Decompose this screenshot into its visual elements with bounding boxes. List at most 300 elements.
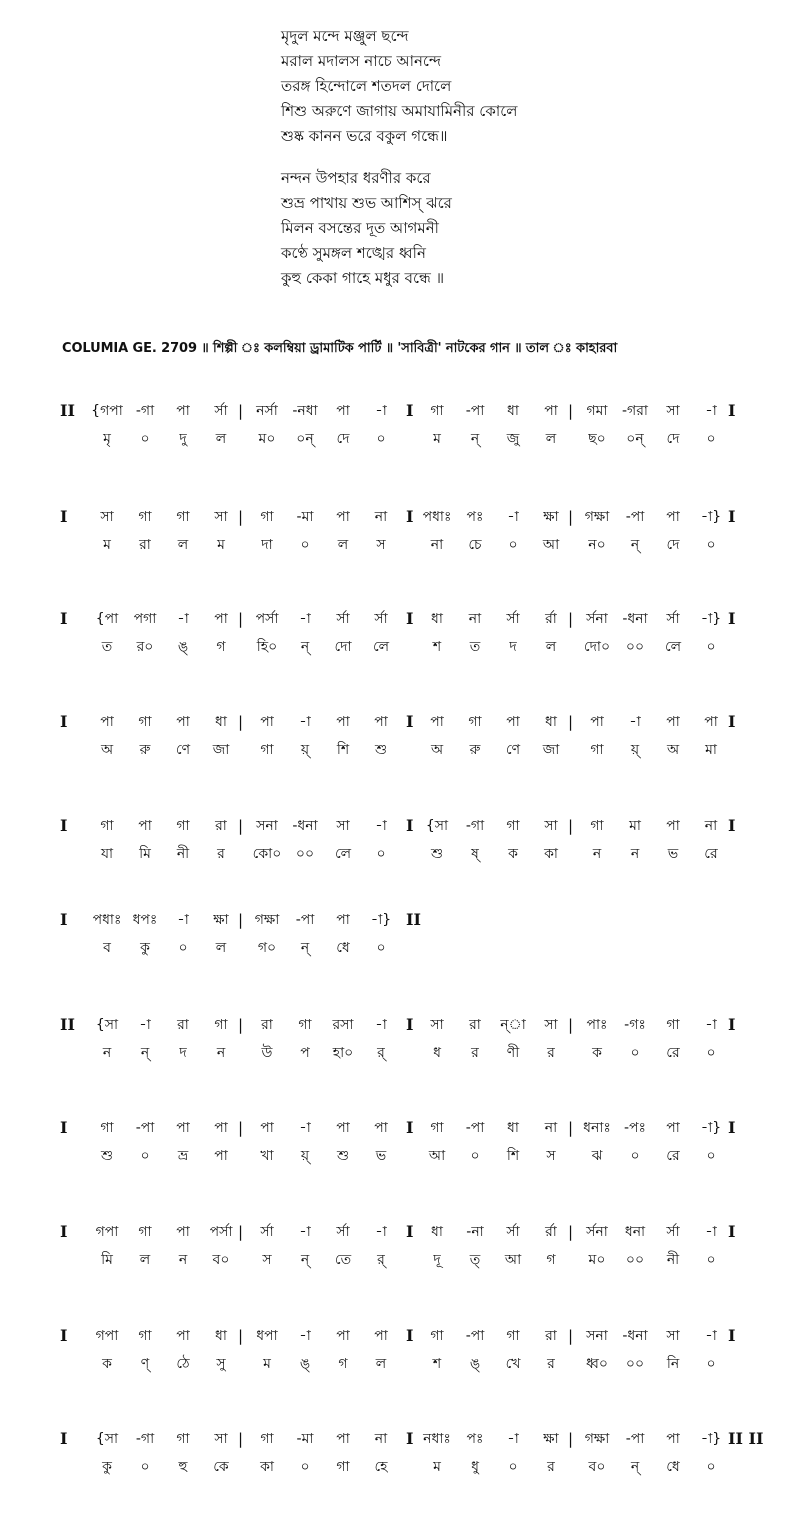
lyric-syllable: আ bbox=[428, 1148, 446, 1164]
lyric-syllable: ঙ্ bbox=[469, 1356, 481, 1372]
lyric-syllable: কো০ bbox=[252, 846, 282, 862]
notation-system bbox=[60, 1218, 780, 1278]
vibhag-barline: I bbox=[406, 1118, 414, 1137]
vibhag-barline: | bbox=[238, 817, 244, 835]
swara-note: সা bbox=[544, 1017, 558, 1033]
swara-row bbox=[60, 1322, 780, 1350]
lyric-syllable: ০ bbox=[376, 940, 386, 956]
lyric-syllable: রে bbox=[666, 1045, 680, 1061]
swara-note: সা bbox=[666, 1328, 680, 1344]
close-barline: I bbox=[728, 1118, 736, 1137]
lyric-syllable: দ bbox=[179, 1045, 187, 1061]
swara-note: পা bbox=[506, 714, 520, 730]
lyric-syllable: ০ bbox=[300, 537, 310, 553]
swara-note: পা bbox=[100, 714, 114, 730]
swara-note: গা bbox=[468, 714, 482, 730]
swara-note: নধাঃ bbox=[423, 1431, 451, 1447]
lyric-syllable: ভ bbox=[667, 846, 679, 862]
swara-note: পঃ bbox=[466, 1431, 484, 1447]
swara-note: র্সা bbox=[506, 611, 520, 627]
open-barline: I bbox=[60, 910, 68, 929]
swara-note: -া} bbox=[700, 611, 722, 627]
lyric-syllable: গা bbox=[590, 742, 604, 758]
swara-note: -া bbox=[507, 1431, 519, 1447]
swara-note: গা bbox=[138, 1224, 152, 1240]
close-barline: II II bbox=[728, 1429, 764, 1448]
lyric-syllable: নি bbox=[666, 1356, 680, 1372]
swara-note: -পা bbox=[625, 509, 645, 525]
vibhag-barline: | bbox=[568, 817, 574, 835]
lyric-syllable: কু bbox=[140, 940, 150, 956]
lyric-syllable: স bbox=[262, 1252, 272, 1268]
swara-note: ন্া bbox=[500, 1017, 526, 1033]
swara-note: ধা bbox=[507, 403, 519, 419]
vibhag-barline: | bbox=[238, 1327, 244, 1345]
lyric-syllable: জা bbox=[542, 742, 560, 758]
swara-note: পা bbox=[336, 1328, 350, 1344]
lyric-syllable: র bbox=[547, 1356, 555, 1372]
lyric-syllable: দ bbox=[509, 639, 517, 655]
lyric-syllable: র bbox=[547, 1045, 555, 1061]
lyric-syllable-row bbox=[60, 1039, 780, 1067]
lyric-syllable: নী bbox=[666, 1252, 680, 1268]
swara-note: -া bbox=[705, 403, 717, 419]
swara-note: পা bbox=[374, 1120, 388, 1136]
vibhag-barline: | bbox=[238, 1430, 244, 1448]
swara-row bbox=[60, 906, 780, 934]
swara-note: -া bbox=[375, 818, 387, 834]
swara-note: পাঃ bbox=[586, 1017, 608, 1033]
lyric-syllable: খে bbox=[505, 1356, 521, 1372]
vibhag-barline: I bbox=[406, 816, 414, 835]
vibhag-barline: | bbox=[568, 713, 574, 731]
swara-note: পা bbox=[176, 1224, 190, 1240]
swara-note: র্রা bbox=[545, 611, 557, 627]
lyric-syllable: শ bbox=[432, 1356, 442, 1372]
swara-row bbox=[60, 1011, 780, 1039]
swara-note: গক্ষা bbox=[254, 912, 280, 928]
swara-note: পা bbox=[336, 403, 350, 419]
swara-note: -মা bbox=[296, 509, 314, 525]
close-barline: I bbox=[728, 816, 736, 835]
swara-note: পা bbox=[544, 403, 558, 419]
close-barline: I bbox=[728, 609, 736, 628]
swara-note: পধাঃ bbox=[422, 509, 452, 525]
lyric-syllable: ঠে bbox=[176, 1356, 190, 1372]
lyric-syllable: ০ bbox=[706, 1459, 716, 1475]
swara-note: পা bbox=[176, 1328, 190, 1344]
lyric-syllable-row bbox=[60, 425, 780, 453]
vibhag-barline: | bbox=[238, 1223, 244, 1241]
lyric-syllable: ০ bbox=[376, 846, 386, 862]
lyric-syllable: শি bbox=[336, 742, 350, 758]
lyric-syllable: পা bbox=[214, 1148, 228, 1164]
swara-note: -া bbox=[705, 1224, 717, 1240]
swara-note: -া bbox=[299, 1120, 311, 1136]
swara-row bbox=[60, 605, 780, 633]
lyric-syllable: প bbox=[300, 1045, 310, 1061]
swara-note: র্সা bbox=[374, 611, 388, 627]
swara-note: গা bbox=[666, 1017, 680, 1033]
lyric-syllable: ল bbox=[337, 537, 349, 553]
swara-note: সা bbox=[430, 1017, 444, 1033]
lyric-syllable: রু bbox=[469, 742, 481, 758]
lyric-syllable: হি০ bbox=[256, 639, 278, 655]
lyric-line: শুষ্ক কানন ভরে বকুল গন্ধে॥ bbox=[281, 127, 448, 145]
lyric-syllable: হু bbox=[178, 1459, 188, 1475]
lyric-syllable: ০ bbox=[630, 1045, 640, 1061]
lyric-syllable: শু bbox=[374, 742, 388, 758]
swara-note: না bbox=[704, 818, 718, 834]
lyric-syllable: ০০ bbox=[625, 1356, 645, 1372]
lyric-syllable: ন bbox=[216, 1045, 226, 1061]
swara-note: পা bbox=[176, 1120, 190, 1136]
lyric-syllable: ভ্র bbox=[177, 1148, 189, 1164]
lyric-syllable: রা bbox=[139, 537, 151, 553]
lyric-line: কুহু কেকা গাহে মধুর বন্ধে ॥ bbox=[281, 269, 445, 287]
lyric-syllable: ন bbox=[178, 1252, 188, 1268]
vibhag-barline: | bbox=[568, 1327, 574, 1345]
lyric-syllable: কু bbox=[102, 1459, 112, 1475]
open-barline: I bbox=[60, 1429, 68, 1448]
swara-note: পা bbox=[666, 818, 680, 834]
vibhag-barline: | bbox=[568, 402, 574, 420]
swara-note: -পঃ bbox=[623, 1120, 647, 1136]
swara-note: পা bbox=[176, 403, 190, 419]
vibhag-barline: I bbox=[406, 712, 414, 731]
swara-note: পা bbox=[176, 714, 190, 730]
lyric-syllable: ঙ্ bbox=[299, 1356, 311, 1372]
open-barline: I bbox=[60, 1222, 68, 1241]
swara-note: সা bbox=[214, 509, 228, 525]
lyric-syllable: শু bbox=[100, 1148, 114, 1164]
swara-note: গা bbox=[260, 1431, 274, 1447]
lyric-syllable: গা bbox=[336, 1459, 350, 1475]
lyric-syllable: ০ bbox=[706, 1252, 716, 1268]
swara-note: গপা bbox=[95, 1224, 119, 1240]
open-barline: I bbox=[60, 507, 68, 526]
swara-note: রসা bbox=[332, 1017, 354, 1033]
lyric-syllable: ন্ bbox=[140, 1045, 150, 1061]
lyric-syllable-row bbox=[60, 934, 780, 962]
swara-note: -া bbox=[299, 1224, 311, 1240]
lyric-syllable: দে bbox=[666, 431, 680, 447]
lyric-syllable: ন০ bbox=[588, 537, 606, 553]
lyric-syllable: ন্ bbox=[300, 1252, 310, 1268]
swara-note: র্সা bbox=[336, 1224, 350, 1240]
close-barline: I bbox=[728, 1222, 736, 1241]
lyric-syllable: ০ bbox=[706, 431, 716, 447]
vibhag-barline: I bbox=[406, 1326, 414, 1345]
swara-note: গপা bbox=[95, 1328, 119, 1344]
swara-note: সা bbox=[666, 403, 680, 419]
lyric-syllable: ০০ bbox=[625, 639, 645, 655]
swara-note: ধা bbox=[215, 714, 227, 730]
lyric-syllable-row bbox=[60, 840, 780, 868]
swara-row bbox=[60, 1218, 780, 1246]
lyric-syllable-row bbox=[60, 1246, 780, 1274]
swara-note: -পা bbox=[465, 1328, 485, 1344]
lyric-line: কণ্ঠে সুমঙ্গল শঙ্খের ধ্বনি bbox=[281, 244, 426, 262]
close-barline: I bbox=[728, 507, 736, 526]
lyric-syllable: ণ্ bbox=[140, 1356, 150, 1372]
lyric-syllable: ন্ bbox=[630, 1459, 640, 1475]
lyric-syllable: ল bbox=[545, 639, 557, 655]
swara-note: র্সনা bbox=[586, 1224, 608, 1240]
lyric-syllable: চে bbox=[468, 537, 482, 553]
notation-system bbox=[60, 605, 780, 665]
lyric-syllable-row bbox=[60, 736, 780, 764]
lyric-syllable: দু bbox=[179, 431, 187, 447]
swara-note: পা bbox=[666, 1120, 680, 1136]
lyric-syllable: না bbox=[430, 537, 444, 553]
lyric-line: শুভ্র পাখায় শুভ আশিস্ ঝরে bbox=[281, 194, 452, 212]
lyric-syllable: ০ bbox=[706, 639, 716, 655]
lyric-syllable: গ bbox=[216, 639, 226, 655]
lyric-syllable: দে bbox=[666, 537, 680, 553]
lyric-syllable: স bbox=[546, 1148, 556, 1164]
swara-note: পা bbox=[590, 714, 604, 730]
notation-system bbox=[60, 1114, 780, 1174]
lyric-syllable: অ bbox=[666, 742, 680, 758]
lyric-syllable: গ০ bbox=[257, 940, 277, 956]
lyric-syllable: খা bbox=[260, 1148, 274, 1164]
swara-note: -া bbox=[177, 912, 189, 928]
swara-note: র্সা bbox=[506, 1224, 520, 1240]
swara-note: -া bbox=[705, 1017, 717, 1033]
lyric-syllable: ণে bbox=[175, 742, 191, 758]
swara-note: -পা bbox=[625, 1431, 645, 1447]
lyric-syllable: গ bbox=[338, 1356, 348, 1372]
swara-row bbox=[60, 503, 780, 531]
lyric-syllable: ষ্ bbox=[471, 846, 479, 862]
swara-note: -া bbox=[299, 611, 311, 627]
swara-note: গা bbox=[506, 1328, 520, 1344]
swara-note: -া} bbox=[700, 1431, 722, 1447]
swara-note: পর্সা bbox=[255, 611, 279, 627]
open-barline: II bbox=[60, 401, 75, 420]
notation-system bbox=[60, 1011, 780, 1071]
swara-row bbox=[60, 1114, 780, 1142]
swara-note: ধনাঃ bbox=[583, 1120, 611, 1136]
lyric-syllable: লে bbox=[664, 639, 682, 655]
swara-note: -পা bbox=[135, 1120, 155, 1136]
lyric-syllable: ০ bbox=[706, 537, 716, 553]
swara-note: গা bbox=[590, 818, 604, 834]
lyric-syllable: শি bbox=[506, 1148, 520, 1164]
swara-note: না bbox=[374, 1431, 388, 1447]
vibhag-barline: I bbox=[406, 401, 414, 420]
swara-note: -া} bbox=[700, 509, 722, 525]
lyric-syllable: ব০ bbox=[588, 1459, 606, 1475]
swara-note: পধাঃ bbox=[92, 912, 122, 928]
lyric-syllable: ০০ bbox=[625, 1252, 645, 1268]
swara-note: র্সা bbox=[336, 611, 350, 627]
notation-system bbox=[60, 906, 780, 966]
lyric-syllable: ০ bbox=[300, 1459, 310, 1475]
swara-note: গক্ষা bbox=[584, 509, 610, 525]
swara-note: গা bbox=[176, 818, 190, 834]
swara-note: পা bbox=[374, 1328, 388, 1344]
swara-note: ধা bbox=[215, 1328, 227, 1344]
lyric-syllable: ল bbox=[215, 940, 227, 956]
swara-note: -ধনা bbox=[622, 611, 648, 627]
lyric-syllable: ণী bbox=[506, 1045, 520, 1061]
swara-note: -না bbox=[466, 1224, 484, 1240]
lyric-syllable: ভ bbox=[375, 1148, 387, 1164]
swara-note: র্সা bbox=[260, 1224, 274, 1240]
lyric-syllable: ন্ bbox=[630, 537, 640, 553]
vibhag-barline: | bbox=[238, 1119, 244, 1137]
swara-note: না bbox=[544, 1120, 558, 1136]
lyric-syllable: ন bbox=[102, 1045, 112, 1061]
swara-note: নর্সা bbox=[256, 403, 278, 419]
swara-note: সা bbox=[544, 818, 558, 834]
lyric-syllable: ক bbox=[508, 846, 518, 862]
lyric-syllable: র০ bbox=[136, 639, 154, 655]
swara-note: -া bbox=[177, 611, 189, 627]
swara-note: র্সা bbox=[666, 611, 680, 627]
vibhag-barline: I bbox=[406, 1429, 414, 1448]
lyric-syllable: ম bbox=[103, 537, 111, 553]
swara-note: পা bbox=[666, 714, 680, 730]
swara-note: -মা bbox=[296, 1431, 314, 1447]
lyric-syllable: ধে bbox=[666, 1459, 680, 1475]
swara-note: -গা bbox=[135, 1431, 155, 1447]
lyric-syllable: শ bbox=[432, 639, 442, 655]
swara-note: -া bbox=[375, 1224, 387, 1240]
swara-note: পা bbox=[336, 912, 350, 928]
lyric-syllable: ০ bbox=[140, 1459, 150, 1475]
lyric-line: শিশু অরুণে জাগায় অমাযামিনীর কোলে bbox=[281, 102, 518, 120]
swara-note: -গা bbox=[465, 818, 485, 834]
swara-note: সনা bbox=[256, 818, 278, 834]
swara-note: ক্ষা bbox=[543, 509, 559, 525]
open-barline: I bbox=[60, 1118, 68, 1137]
swara-note: গা bbox=[138, 714, 152, 730]
swara-note: ধা bbox=[431, 1224, 443, 1240]
lyric-syllable: ০ bbox=[140, 431, 150, 447]
close-barline: II bbox=[406, 910, 421, 929]
swara-note: গা bbox=[138, 1328, 152, 1344]
notation-system bbox=[60, 708, 780, 768]
vibhag-barline: | bbox=[568, 1223, 574, 1241]
lyric-syllable: স bbox=[376, 537, 386, 553]
lyric-syllable: দো০ bbox=[583, 639, 611, 655]
lyric-syllable: যা bbox=[100, 846, 114, 862]
swara-note: {সা bbox=[425, 818, 449, 834]
lyric-syllable: রে bbox=[666, 1148, 680, 1164]
swara-note: না bbox=[374, 509, 388, 525]
swara-note: -া bbox=[375, 403, 387, 419]
lyric-syllable: র্ bbox=[377, 1252, 385, 1268]
swara-note: {সা bbox=[95, 1017, 119, 1033]
lyric-syllable: ল bbox=[177, 537, 189, 553]
vibhag-barline: I bbox=[406, 1015, 414, 1034]
swara-note: গা bbox=[138, 509, 152, 525]
open-barline: I bbox=[60, 1326, 68, 1345]
notation-system bbox=[60, 1322, 780, 1382]
close-barline: I bbox=[728, 401, 736, 420]
swara-row bbox=[60, 812, 780, 840]
lyric-syllable: ন bbox=[630, 846, 640, 862]
swara-row bbox=[60, 708, 780, 736]
lyric-syllable: ত bbox=[469, 639, 481, 655]
lyric-syllable: অ bbox=[100, 742, 114, 758]
swara-note: রা bbox=[215, 818, 227, 834]
lyric-syllable: শু bbox=[336, 1148, 350, 1164]
lyric-syllable: ত্ bbox=[469, 1252, 481, 1268]
lyric-syllable: ঙ্ bbox=[177, 639, 189, 655]
lyric-syllable-row bbox=[60, 633, 780, 661]
swara-note: গমা bbox=[586, 403, 608, 419]
lyric-syllable: ০ন্ bbox=[626, 431, 644, 447]
lyric-syllable: ০ bbox=[630, 1148, 640, 1164]
lyric-syllable: দো bbox=[334, 639, 352, 655]
swara-note: পা bbox=[214, 1120, 228, 1136]
lyric-syllable: ০ bbox=[706, 1045, 716, 1061]
swara-note: সনা bbox=[586, 1328, 608, 1344]
lyric-syllable: গা bbox=[260, 742, 274, 758]
lyric-syllable: র্ bbox=[377, 1045, 385, 1061]
close-barline: I bbox=[728, 1015, 736, 1034]
vibhag-barline: | bbox=[238, 402, 244, 420]
swara-note: পঃ bbox=[466, 509, 484, 525]
vibhag-barline: I bbox=[406, 507, 414, 526]
swara-row bbox=[60, 397, 780, 425]
swara-note: পর্সা bbox=[209, 1224, 233, 1240]
swara-note: গা bbox=[176, 509, 190, 525]
lyric-syllable: ০ bbox=[508, 537, 518, 553]
vibhag-barline: | bbox=[568, 1119, 574, 1137]
lyric-syllable: ব০ bbox=[212, 1252, 230, 1268]
lyric-syllable: জা bbox=[212, 742, 230, 758]
swara-note: -া bbox=[705, 1328, 717, 1344]
swara-note: পা bbox=[336, 509, 350, 525]
lyric-syllable-row bbox=[60, 1142, 780, 1170]
vibhag-barline: | bbox=[238, 508, 244, 526]
swara-note: -ধনা bbox=[292, 818, 318, 834]
vibhag-barline: | bbox=[568, 1016, 574, 1034]
lyric-syllable: র bbox=[547, 1459, 555, 1475]
lyric-syllable: ০০ bbox=[295, 846, 315, 862]
lyric-syllable: কে bbox=[213, 1459, 229, 1475]
swara-note: না bbox=[468, 611, 482, 627]
lyric-syllable: ধ bbox=[433, 1045, 441, 1061]
swara-note: -া bbox=[629, 714, 641, 730]
lyric-syllable: ০ bbox=[178, 940, 188, 956]
swara-note: পা bbox=[336, 1120, 350, 1136]
lyric-syllable: সু bbox=[216, 1356, 226, 1372]
swara-note: ধনা bbox=[624, 1224, 646, 1240]
vibhag-barline: I bbox=[406, 609, 414, 628]
swara-note: -গা bbox=[135, 403, 155, 419]
swara-note: {পা bbox=[95, 611, 119, 627]
swara-note: সা bbox=[214, 1431, 228, 1447]
close-barline: I bbox=[728, 712, 736, 731]
vibhag-barline: I bbox=[406, 1222, 414, 1241]
lyric-syllable: কা bbox=[260, 1459, 274, 1475]
lyric-syllable: আ bbox=[504, 1252, 522, 1268]
lyric-syllable: নী bbox=[176, 846, 190, 862]
vibhag-barline: | bbox=[238, 1016, 244, 1034]
vibhag-barline: | bbox=[238, 713, 244, 731]
lyric-syllable: ছ০ bbox=[588, 431, 606, 447]
vibhag-barline: | bbox=[568, 508, 574, 526]
lyric-syllable: ম bbox=[433, 1459, 441, 1475]
lyric-syllable: মি bbox=[101, 1252, 113, 1268]
lyric-syllable: ক bbox=[592, 1045, 602, 1061]
